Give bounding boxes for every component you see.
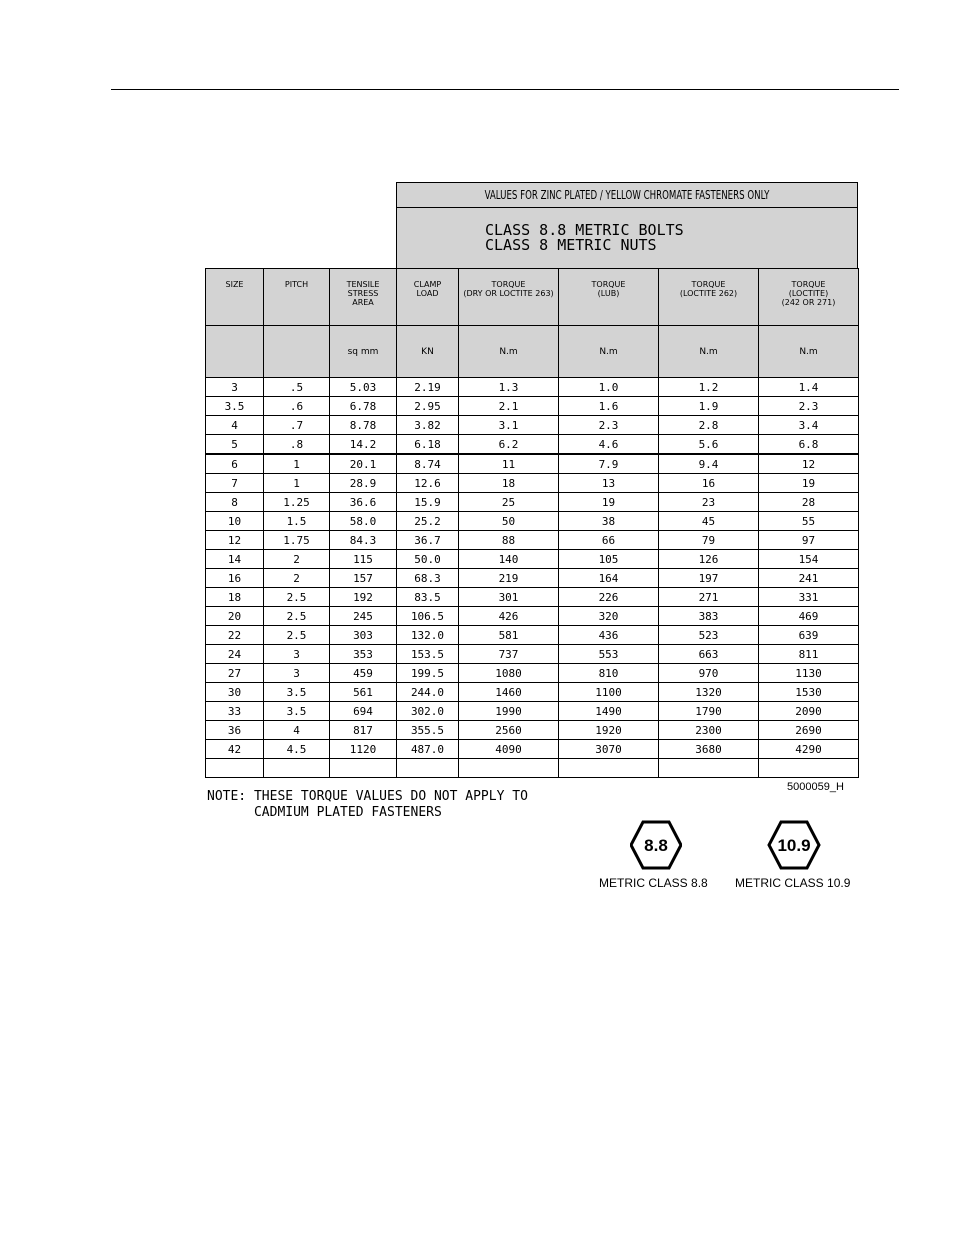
table-cell: 38 xyxy=(559,512,659,531)
table-cell: 97 xyxy=(759,531,859,550)
table-row xyxy=(206,607,859,626)
table-cell: 15.9 xyxy=(397,493,459,512)
table-cell: 16 xyxy=(659,474,759,493)
column-header xyxy=(397,269,459,326)
table-cell: 2.5 xyxy=(264,607,330,626)
table-cell: 88 xyxy=(459,531,559,550)
table-cell: 6.8 xyxy=(759,435,859,455)
table-cell: 30 xyxy=(206,683,264,702)
table-cell: 66 xyxy=(559,531,659,550)
table-cell: 24 xyxy=(206,645,264,664)
table-cell: 1460 xyxy=(459,683,559,702)
table-cell: 6.78 xyxy=(330,397,397,416)
table-cell: 1.5 xyxy=(264,512,330,531)
table-cell: 28.9 xyxy=(330,474,397,493)
table-cell: 197 xyxy=(659,569,759,588)
banner-class-cell xyxy=(397,208,858,269)
table-cell: 383 xyxy=(659,607,759,626)
table-cell: 1100 xyxy=(559,683,659,702)
banner-title-text: VALUES FOR ZINC PLATED / YELLOW CHROMATE FASTENERS ONLY xyxy=(484,188,770,202)
drawing-reference: 5000059_H xyxy=(787,781,844,793)
table-cell: 523 xyxy=(659,626,759,645)
table-cell: 4.5 xyxy=(264,740,330,759)
table-cell: 6.2 xyxy=(459,435,559,455)
table-row xyxy=(206,721,859,740)
table-cell: 553 xyxy=(559,645,659,664)
column-header-line: LOAD xyxy=(416,289,439,298)
table-cell: 132.0 xyxy=(397,626,459,645)
column-header xyxy=(759,269,859,326)
table-cell: 115 xyxy=(330,550,397,569)
table-cell: 1 xyxy=(264,454,330,474)
table-cell: 12.6 xyxy=(397,474,459,493)
table-row xyxy=(206,378,859,397)
column-header-line: (DRY OR LOCTITE 263) xyxy=(463,289,554,298)
table-cell: 8 xyxy=(206,493,264,512)
column-header-line: TORQUE xyxy=(691,280,726,289)
table-cell: 126 xyxy=(659,550,759,569)
table-cell: 10 xyxy=(206,512,264,531)
table-row xyxy=(206,454,859,474)
bolt-mark-10-9: 10.9 xyxy=(777,836,811,855)
table-cell: 58.0 xyxy=(330,512,397,531)
table-cell: 6.18 xyxy=(397,435,459,455)
metric-class-10-9-label: METRIC CLASS 10.9 xyxy=(735,876,851,890)
table-cell: 639 xyxy=(759,626,859,645)
table-row xyxy=(206,664,859,683)
table-cell: 1.6 xyxy=(559,397,659,416)
table-cell: 469 xyxy=(759,607,859,626)
table-cell: 301 xyxy=(459,588,559,607)
table-cell: 18 xyxy=(459,474,559,493)
table-cell: 2.3 xyxy=(759,397,859,416)
table-cell: 1130 xyxy=(759,664,859,683)
table-cell: 1.0 xyxy=(559,378,659,397)
table-cell: 7 xyxy=(206,474,264,493)
torque-table xyxy=(205,268,859,778)
table-cell: 811 xyxy=(759,645,859,664)
blank-cell xyxy=(264,759,330,778)
unit-cell xyxy=(206,326,264,378)
table-cell: 737 xyxy=(459,645,559,664)
table-cell: 459 xyxy=(330,664,397,683)
column-header xyxy=(264,269,330,326)
column-header-line: TORQUE xyxy=(791,280,826,289)
table-cell: 353 xyxy=(330,645,397,664)
table-cell: 50 xyxy=(459,512,559,531)
column-header-line: TORQUE xyxy=(491,280,526,289)
table-cell: 45 xyxy=(659,512,759,531)
table-cell: 8.78 xyxy=(330,416,397,435)
table-cell: 3 xyxy=(264,664,330,683)
table-cell: 2.8 xyxy=(659,416,759,435)
table-cell: 36.6 xyxy=(330,493,397,512)
table-cell: 2.1 xyxy=(459,397,559,416)
column-header xyxy=(206,269,264,326)
table-row xyxy=(206,397,859,416)
table-cell: 226 xyxy=(559,588,659,607)
unit-cell: N.m xyxy=(759,326,859,378)
table-row xyxy=(206,512,859,531)
column-header xyxy=(659,269,759,326)
table-cell: 22 xyxy=(206,626,264,645)
table-row xyxy=(206,588,859,607)
table-cell: 245 xyxy=(330,607,397,626)
table-body xyxy=(206,378,859,778)
bolt-class-line: CLASS 8.8 METRIC BOLTS xyxy=(485,221,684,239)
bolt-mark-8-8: 8.8 xyxy=(644,836,668,855)
column-header-line: CLAMP xyxy=(413,280,442,289)
table-cell: 105 xyxy=(559,550,659,569)
class-8-8-bolt-head-icon xyxy=(630,820,682,870)
table-cell: 3 xyxy=(264,645,330,664)
table-cell: 50.0 xyxy=(397,550,459,569)
note-line-2: CADMIUM PLATED FASTENERS xyxy=(207,805,442,820)
column-header xyxy=(559,269,659,326)
fastener-banner xyxy=(396,182,858,269)
table-cell: .6 xyxy=(264,397,330,416)
table-row xyxy=(206,569,859,588)
table-cell: 14 xyxy=(206,550,264,569)
table-cell: 244.0 xyxy=(397,683,459,702)
table-cell: 106.5 xyxy=(397,607,459,626)
table-cell: 199.5 xyxy=(397,664,459,683)
table-cell: 6 xyxy=(206,454,264,474)
table-cell: 5 xyxy=(206,435,264,455)
column-header-line: (LOCTITE) xyxy=(788,289,829,298)
table-cell: .8 xyxy=(264,435,330,455)
table-cell: 68.3 xyxy=(397,569,459,588)
table-cell: 2.95 xyxy=(397,397,459,416)
blank-cell xyxy=(459,759,559,778)
table-cell: 4.6 xyxy=(559,435,659,455)
table-cell: 561 xyxy=(330,683,397,702)
table-cell: 663 xyxy=(659,645,759,664)
table-cell: 4 xyxy=(206,416,264,435)
table-cell: 1.25 xyxy=(264,493,330,512)
table-cell: 2.5 xyxy=(264,588,330,607)
table-cell: 4 xyxy=(264,721,330,740)
table-cell: 42 xyxy=(206,740,264,759)
table-cell: 1.9 xyxy=(659,397,759,416)
table-cell: 2.3 xyxy=(559,416,659,435)
unit-cell: N.m xyxy=(659,326,759,378)
table-cell: 1.4 xyxy=(759,378,859,397)
table-cell: 13 xyxy=(559,474,659,493)
table-cell: 581 xyxy=(459,626,559,645)
column-header-line: AREA xyxy=(352,298,374,307)
table-cell: 271 xyxy=(659,588,759,607)
table-cell: 5.6 xyxy=(659,435,759,455)
table-cell: 219 xyxy=(459,569,559,588)
table-cell: 23 xyxy=(659,493,759,512)
table-cell: 7.9 xyxy=(559,454,659,474)
table-cell: 3.5 xyxy=(206,397,264,416)
table-cell: 817 xyxy=(330,721,397,740)
table-cell: 2090 xyxy=(759,702,859,721)
table-cell: 25.2 xyxy=(397,512,459,531)
table-cell: 79 xyxy=(659,531,759,550)
table-cell: 3.5 xyxy=(264,683,330,702)
table-cell: 3.4 xyxy=(759,416,859,435)
table-cell: 1490 xyxy=(559,702,659,721)
table-row xyxy=(206,740,859,759)
table-cell: 3680 xyxy=(659,740,759,759)
table-cell: 157 xyxy=(330,569,397,588)
table-cell: 2.5 xyxy=(264,626,330,645)
table-cell: 1530 xyxy=(759,683,859,702)
table-cell: 2 xyxy=(264,550,330,569)
table-cell: 8.74 xyxy=(397,454,459,474)
table-cell: 426 xyxy=(459,607,559,626)
table-row xyxy=(206,416,859,435)
table-cell: 3.1 xyxy=(459,416,559,435)
table-cell: 2690 xyxy=(759,721,859,740)
table-cell: 970 xyxy=(659,664,759,683)
table-cell: 20.1 xyxy=(330,454,397,474)
table-row xyxy=(206,550,859,569)
column-header-line: PITCH xyxy=(284,280,309,289)
table-cell: 355.5 xyxy=(397,721,459,740)
table-cell: 1080 xyxy=(459,664,559,683)
table-cell: 1.2 xyxy=(659,378,759,397)
table-cell: 3070 xyxy=(559,740,659,759)
table-cell: 2.19 xyxy=(397,378,459,397)
table-cell: 1120 xyxy=(330,740,397,759)
blank-cell xyxy=(397,759,459,778)
column-header-line: TORQUE xyxy=(591,280,626,289)
table-cell: 18 xyxy=(206,588,264,607)
table-cell: 302.0 xyxy=(397,702,459,721)
table-cell: 27 xyxy=(206,664,264,683)
table-cell: 28 xyxy=(759,493,859,512)
table-cell: 1920 xyxy=(559,721,659,740)
table-cell: 1 xyxy=(264,474,330,493)
table-row xyxy=(206,626,859,645)
table-cell: 810 xyxy=(559,664,659,683)
column-header xyxy=(330,269,397,326)
table-cell: 9.4 xyxy=(659,454,759,474)
column-header-row xyxy=(206,269,859,326)
table-cell: 1320 xyxy=(659,683,759,702)
column-header-line: (LUB) xyxy=(597,289,620,298)
table-cell: 164 xyxy=(559,569,659,588)
table-row xyxy=(206,645,859,664)
note-line-1: NOTE: THESE TORQUE VALUES DO NOT APPLY TO xyxy=(207,789,528,804)
table-row xyxy=(206,531,859,550)
cadmium-note xyxy=(207,789,528,821)
table-cell: 154 xyxy=(759,550,859,569)
table-cell: .5 xyxy=(264,378,330,397)
table-cell: 331 xyxy=(759,588,859,607)
column-header-line: (242 OR 271) xyxy=(781,298,836,307)
table-cell: 3.82 xyxy=(397,416,459,435)
table-cell: 36 xyxy=(206,721,264,740)
table-cell: 436 xyxy=(559,626,659,645)
table-cell: 192 xyxy=(330,588,397,607)
table-cell: 1.3 xyxy=(459,378,559,397)
table-cell: 1790 xyxy=(659,702,759,721)
table-cell: 12 xyxy=(206,531,264,550)
table-cell: 25 xyxy=(459,493,559,512)
banner-title xyxy=(397,183,858,208)
table-cell: 3 xyxy=(206,378,264,397)
column-header-line: SIZE xyxy=(225,280,244,289)
table-cell: 4090 xyxy=(459,740,559,759)
class-10-9-bolt-head-icon xyxy=(767,820,821,870)
blank-cell xyxy=(659,759,759,778)
table-cell: 11 xyxy=(459,454,559,474)
table-cell: 320 xyxy=(559,607,659,626)
metric-class-8-8-label: METRIC CLASS 8.8 xyxy=(599,876,708,890)
table-cell: 487.0 xyxy=(397,740,459,759)
unit-cell: N.m xyxy=(459,326,559,378)
table-cell: 84.3 xyxy=(330,531,397,550)
blank-cell xyxy=(330,759,397,778)
table-cell: 36.7 xyxy=(397,531,459,550)
nut-class-line: CLASS 8 METRIC NUTS xyxy=(485,236,657,254)
table-cell: 1.75 xyxy=(264,531,330,550)
table-cell: .7 xyxy=(264,416,330,435)
table-cell: 19 xyxy=(559,493,659,512)
table-cell: 5.03 xyxy=(330,378,397,397)
table-cell: 2 xyxy=(264,569,330,588)
table-cell: 1990 xyxy=(459,702,559,721)
header-rule xyxy=(111,89,899,90)
table-cell: 4290 xyxy=(759,740,859,759)
unit-row xyxy=(206,326,859,378)
blank-cell xyxy=(559,759,659,778)
table-cell: 16 xyxy=(206,569,264,588)
table-cell: 55 xyxy=(759,512,859,531)
table-cell: 2300 xyxy=(659,721,759,740)
blank-cell xyxy=(759,759,859,778)
column-header-line: (LOCTITE 262) xyxy=(679,289,738,298)
table-cell: 12 xyxy=(759,454,859,474)
unit-cell: N.m xyxy=(559,326,659,378)
table-cell: 14.2 xyxy=(330,435,397,455)
table-cell: 694 xyxy=(330,702,397,721)
table-cell: 20 xyxy=(206,607,264,626)
table-cell: 3.5 xyxy=(264,702,330,721)
table-cell: 2560 xyxy=(459,721,559,740)
table-cell: 303 xyxy=(330,626,397,645)
table-row xyxy=(206,474,859,493)
column-header-line: STRESS xyxy=(347,289,379,298)
table-cell: 83.5 xyxy=(397,588,459,607)
table-cell: 241 xyxy=(759,569,859,588)
table-row xyxy=(206,493,859,512)
table-row xyxy=(206,683,859,702)
unit-cell: KN xyxy=(397,326,459,378)
column-header xyxy=(459,269,559,326)
blank-cell xyxy=(206,759,264,778)
table-row xyxy=(206,435,859,455)
unit-cell: sq mm xyxy=(330,326,397,378)
table-cell: 19 xyxy=(759,474,859,493)
blank-row xyxy=(206,759,859,778)
table-cell: 140 xyxy=(459,550,559,569)
table-row xyxy=(206,702,859,721)
table-cell: 153.5 xyxy=(397,645,459,664)
unit-cell xyxy=(264,326,330,378)
table-cell: 33 xyxy=(206,702,264,721)
column-header-line: TENSILE xyxy=(346,280,380,289)
